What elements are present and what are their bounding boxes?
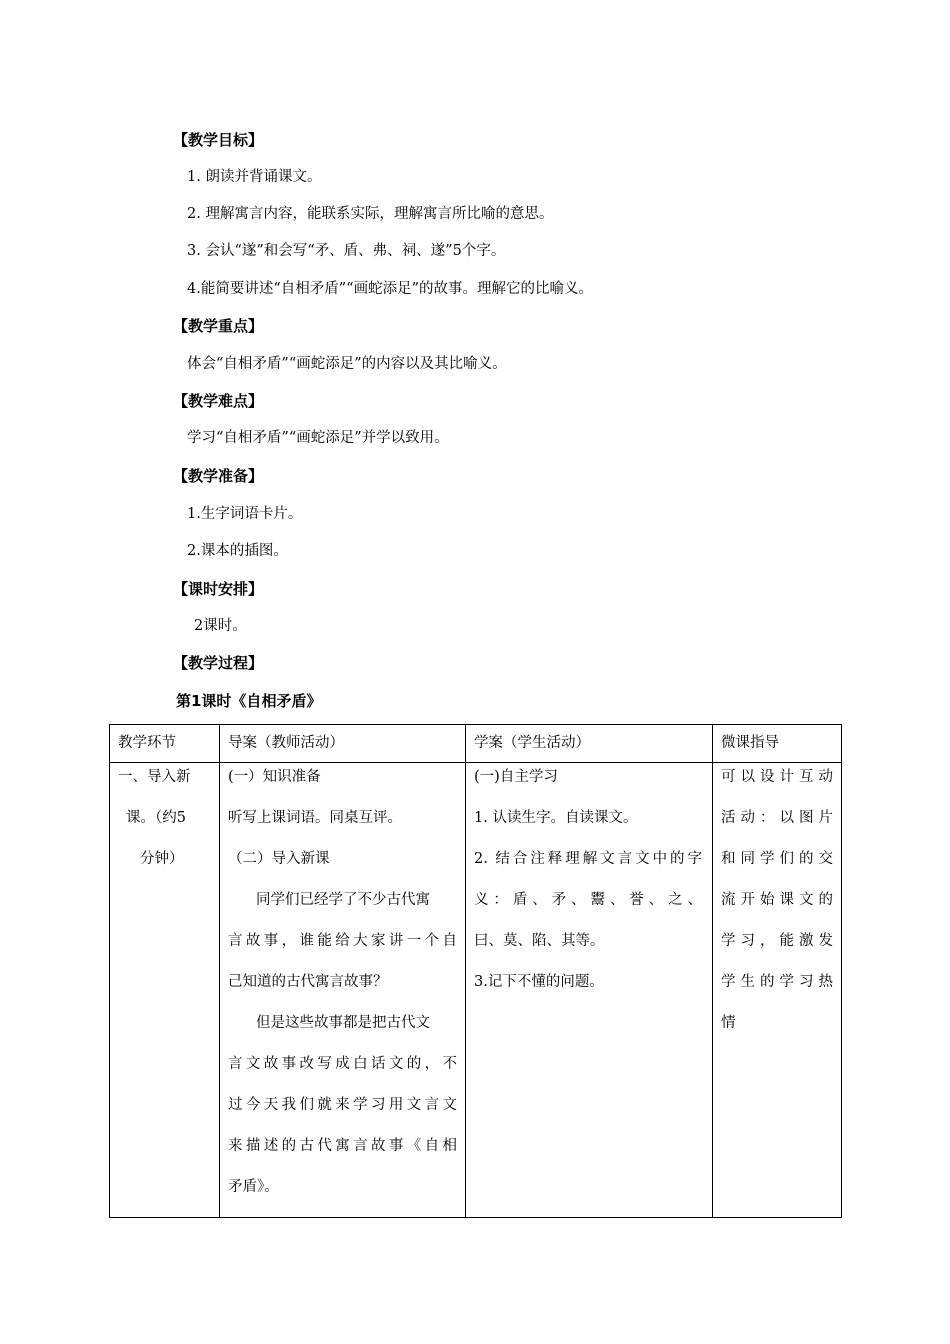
guide-line: 活动：以图片 <box>721 810 833 826</box>
student-line: 义：盾、矛、鬻、誉、之、 <box>474 892 702 908</box>
preparation-item-1: 1.生字词语卡片。 <box>187 506 303 522</box>
lesson-title: 第1课时《自相矛盾》 <box>176 692 322 710</box>
teacher-line: 过今天我们就来学习用文言文 <box>228 1097 457 1113</box>
teacher-line: 矛盾》。 <box>228 1179 279 1195</box>
guide-line: 学习，能激发 <box>721 933 833 949</box>
objective-item-4: 4.能简要讲述“自相矛盾”“画蛇添足”的故事。理解它的比喻义。 <box>187 281 593 297</box>
header-teacher: 导案（教师活动） <box>228 735 344 751</box>
guide-line: 学生的学习热 <box>721 974 833 990</box>
preparation-heading: 【教学准备】 <box>173 467 264 485</box>
stage-line: 一、导入新 <box>118 769 191 785</box>
student-activity-cell <box>466 763 712 1012</box>
student-line: 曰、莫、陷、其等。 <box>474 933 605 949</box>
schedule-text: 2课时。 <box>194 618 247 634</box>
objective-item-1: 1. 朗读并背诵课文。 <box>187 169 322 185</box>
teacher-line: 言文故事改写成白话文的，不 <box>228 1056 457 1072</box>
process-heading: 【教学过程】 <box>173 654 264 672</box>
student-line: 3.记下不懂的问题。 <box>474 974 604 990</box>
stage-line: 课。（约5 <box>126 810 186 826</box>
objective-item-2: 2. 理解寓言内容，能联系实际，理解寓言所比喻的意思。 <box>187 206 554 222</box>
stage-line: 分钟） <box>140 851 184 867</box>
teacher-line: 听写上课词语。同桌互评。 <box>228 810 402 826</box>
objective-item-3: 3. 会认“遂”和会写“矛、盾、弗、祠、遂”5个字。 <box>187 243 506 259</box>
header-guide: 微课指导 <box>721 735 779 751</box>
guide-line: 情 <box>721 1015 736 1031</box>
guide-line: 和同学们的交 <box>721 851 833 867</box>
lesson-plan-table <box>109 724 842 1218</box>
key-points-heading: 【教学重点】 <box>173 317 264 335</box>
guide-line: 可以设计互动 <box>721 769 833 785</box>
student-line: 1. 认读生字。自读课文。 <box>474 810 638 826</box>
teacher-line: (一）知识准备 <box>228 769 321 785</box>
teacher-line: 己知道的古代寓言故事？ <box>228 974 388 990</box>
table-header-row <box>110 725 842 763</box>
objectives-heading: 【教学目标】 <box>173 131 264 149</box>
teacher-line: 言故事，谁能给大家讲一个自 <box>228 933 457 949</box>
schedule-heading: 【课时安排】 <box>173 580 264 598</box>
teacher-line: （二）导入新课 <box>228 851 330 867</box>
teacher-activity-cell <box>220 763 465 1217</box>
header-stage: 教学环节 <box>118 735 176 751</box>
student-line: 2. 结合注释理解文言文中的字 <box>474 851 702 867</box>
difficulties-text: 学习“自相矛盾”“画蛇添足”并学以致用。 <box>187 430 449 446</box>
difficulties-heading: 【教学难点】 <box>173 392 264 410</box>
teacher-line: 同学们已经学了不少古代寓 <box>256 892 430 908</box>
header-student: 学案（学生活动） <box>474 735 590 751</box>
student-line: (一)自主学习 <box>474 769 558 785</box>
key-points-text: 体会“自相矛盾”“画蛇添足”的内容以及其比喻义。 <box>187 356 507 372</box>
teacher-line: 但是这些故事都是把古代文 <box>256 1015 430 1031</box>
preparation-item-2: 2.课本的插图。 <box>187 543 288 559</box>
stage-cell <box>110 763 219 889</box>
guide-line: 流开始课文的 <box>721 892 833 908</box>
table-row <box>110 763 842 1218</box>
teacher-line: 来描述的古代寓言故事《自相 <box>228 1138 457 1154</box>
micro-lesson-guide-cell <box>713 763 841 1053</box>
